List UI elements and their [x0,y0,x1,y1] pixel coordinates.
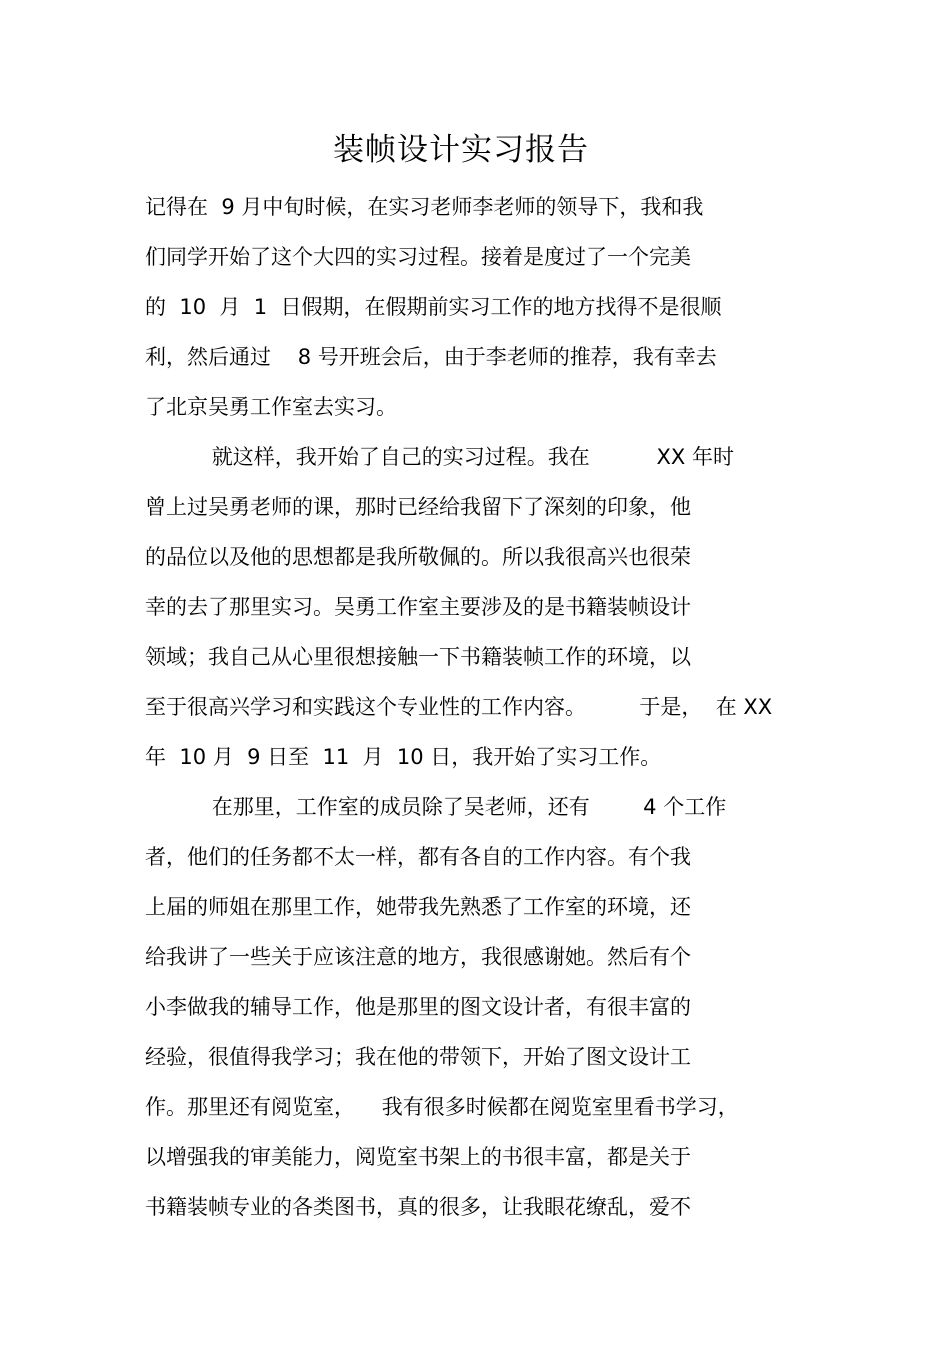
body-line: 至于很高兴学习和实践这个专业性的工作内容。 于是， 在 XX [145,695,773,719]
body-line: 曾上过吴勇老师的课，那时已经给我留下了深刻的印象，他 [145,495,691,519]
body-line: 的 10 月 1 日假期，在假期前实习工作的地方找得不是很顺 [145,295,722,319]
body-line: 们同学开始了这个大四的实习过程。接着是度过了一个完美 [145,245,691,269]
body-line: 在那里，工作室的成员除了吴老师，还有 4 个工作 [145,795,727,819]
body-line: 领域；我自己从心里很想接触一下书籍装帧工作的环境，以 [145,645,691,669]
body-line: 利，然后通过 8 号开班会后，由于李老师的推荐，我有幸去 [145,345,717,369]
body-line: 记得在 9 月中旬时候，在实习老师李老师的领导下，我和我 [145,195,704,219]
body-line: 书籍装帧专业的各类图书，真的很多，让我眼花缭乱，爱不 [145,1195,691,1219]
body-line: 就这样，我开始了自己的实习过程。我在 XX 年时 [145,445,734,469]
body-line: 了北京吴勇工作室去实习。 [145,395,397,419]
body-line: 以增强我的审美能力，阅览室书架上的书很丰富，都是关于 [145,1145,691,1169]
body-line: 者，他们的任务都不太一样，都有各自的工作内容。有个我 [145,845,691,869]
body-line: 幸的去了那里实习。吴勇工作室主要涉及的是书籍装帧设计 [145,595,691,619]
body-line: 作。那里还有阅览室， 我有很多时候都在阅览室里看书学习， [145,1095,739,1119]
body-line: 经验，很值得我学习；我在他的带领下，开始了图文设计工 [145,1045,691,1069]
body-line: 小李做我的辅导工作，他是那里的图文设计者，有很丰富的 [145,995,691,1019]
body-line: 给我讲了一些关于应该注意的地方，我很感谢她。然后有个 [145,945,691,969]
body-line: 年 10 月 9 日至 11 月 10 日，我开始了实习工作。 [145,745,662,769]
body-line: 的品位以及他的思想都是我所敬佩的。所以我很高兴也很荣 [145,545,691,569]
body-line: 上届的师姐在那里工作，她带我先熟悉了工作室的环境，还 [145,895,691,919]
document-title: 装帧设计实习报告 [333,132,589,168]
